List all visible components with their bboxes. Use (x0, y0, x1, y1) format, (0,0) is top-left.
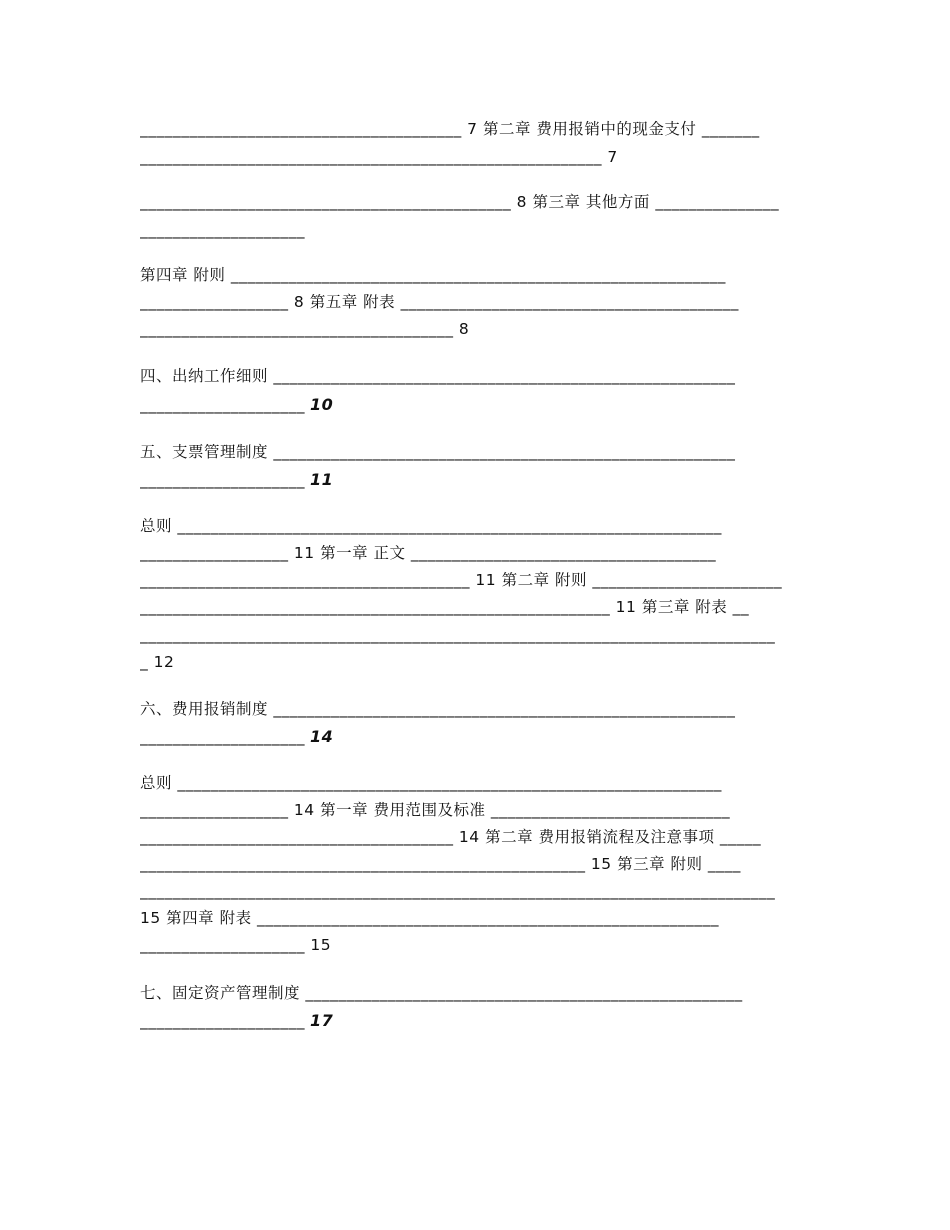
toc-line: ______________________________________ 8 (140, 320, 470, 338)
toc-line: _____________________________________________________________________________ (140, 882, 776, 900)
toc-line: ____________________ 11 (140, 470, 334, 489)
toc-line: ______________________________________________________ 15 第三章 附则 ____ (140, 855, 741, 873)
toc-line: ________________________________________________________ 7 (140, 148, 618, 166)
toc-line: ________________________________________ 11 第二章 附则 _______________________ (140, 571, 783, 589)
toc-line: _____________________________________________ 8 第三章 其他方面 _______________ (140, 193, 780, 211)
toc-line: 第四章 附则 ____________________________________________________________ (140, 266, 726, 284)
toc-line: 15 第四章 附表 ________________________________________________________ (140, 909, 720, 927)
toc-line: _ 12 (140, 653, 175, 671)
toc-section-heading: 七、固定资产管理制度 _____________________________________________________ (140, 984, 743, 1002)
toc-line: ____________________ 15 (140, 936, 332, 954)
toc-section-heading: 四、出纳工作细则 ________________________________________________________ (140, 367, 736, 385)
toc-line: 总则 __________________________________________________________________ (140, 774, 722, 792)
toc-line: ______________________________________ 14 第二章 费用报销流程及注意事项 _____ (140, 828, 762, 846)
toc-line: _______________________________________ 7 第二章 费用报销中的现金支付 _______ (140, 120, 760, 138)
page-number: 10 (309, 395, 334, 414)
page-number: 14 (309, 727, 334, 746)
toc-line: 总则 __________________________________________________________________ (140, 517, 722, 535)
page-number: 11 (309, 470, 334, 489)
page-number: 17 (309, 1011, 334, 1030)
toc-line: ____________________ (140, 221, 305, 239)
toc-line: ____________________ 14 (140, 727, 334, 746)
toc-line: _____________________________________________________________________________ (140, 626, 776, 644)
toc-line: ____________________ 17 (140, 1011, 334, 1030)
toc-line: __________________ 14 第一章 费用范围及标准 _____________________________ (140, 801, 731, 819)
toc-section-heading: 五、支票管理制度 ________________________________________________________ (140, 443, 736, 461)
toc-section-heading: 六、费用报销制度 ________________________________________________________ (140, 700, 736, 718)
toc-line: __________________ 8 第五章 附表 _________________________________________ (140, 293, 739, 311)
toc-line: __________________ 11 第一章 正文 _____________________________________ (140, 544, 717, 562)
toc-line: ____________________ 10 (140, 395, 334, 414)
toc-line: _________________________________________________________ 11 第三章 附表 __ (140, 598, 750, 616)
